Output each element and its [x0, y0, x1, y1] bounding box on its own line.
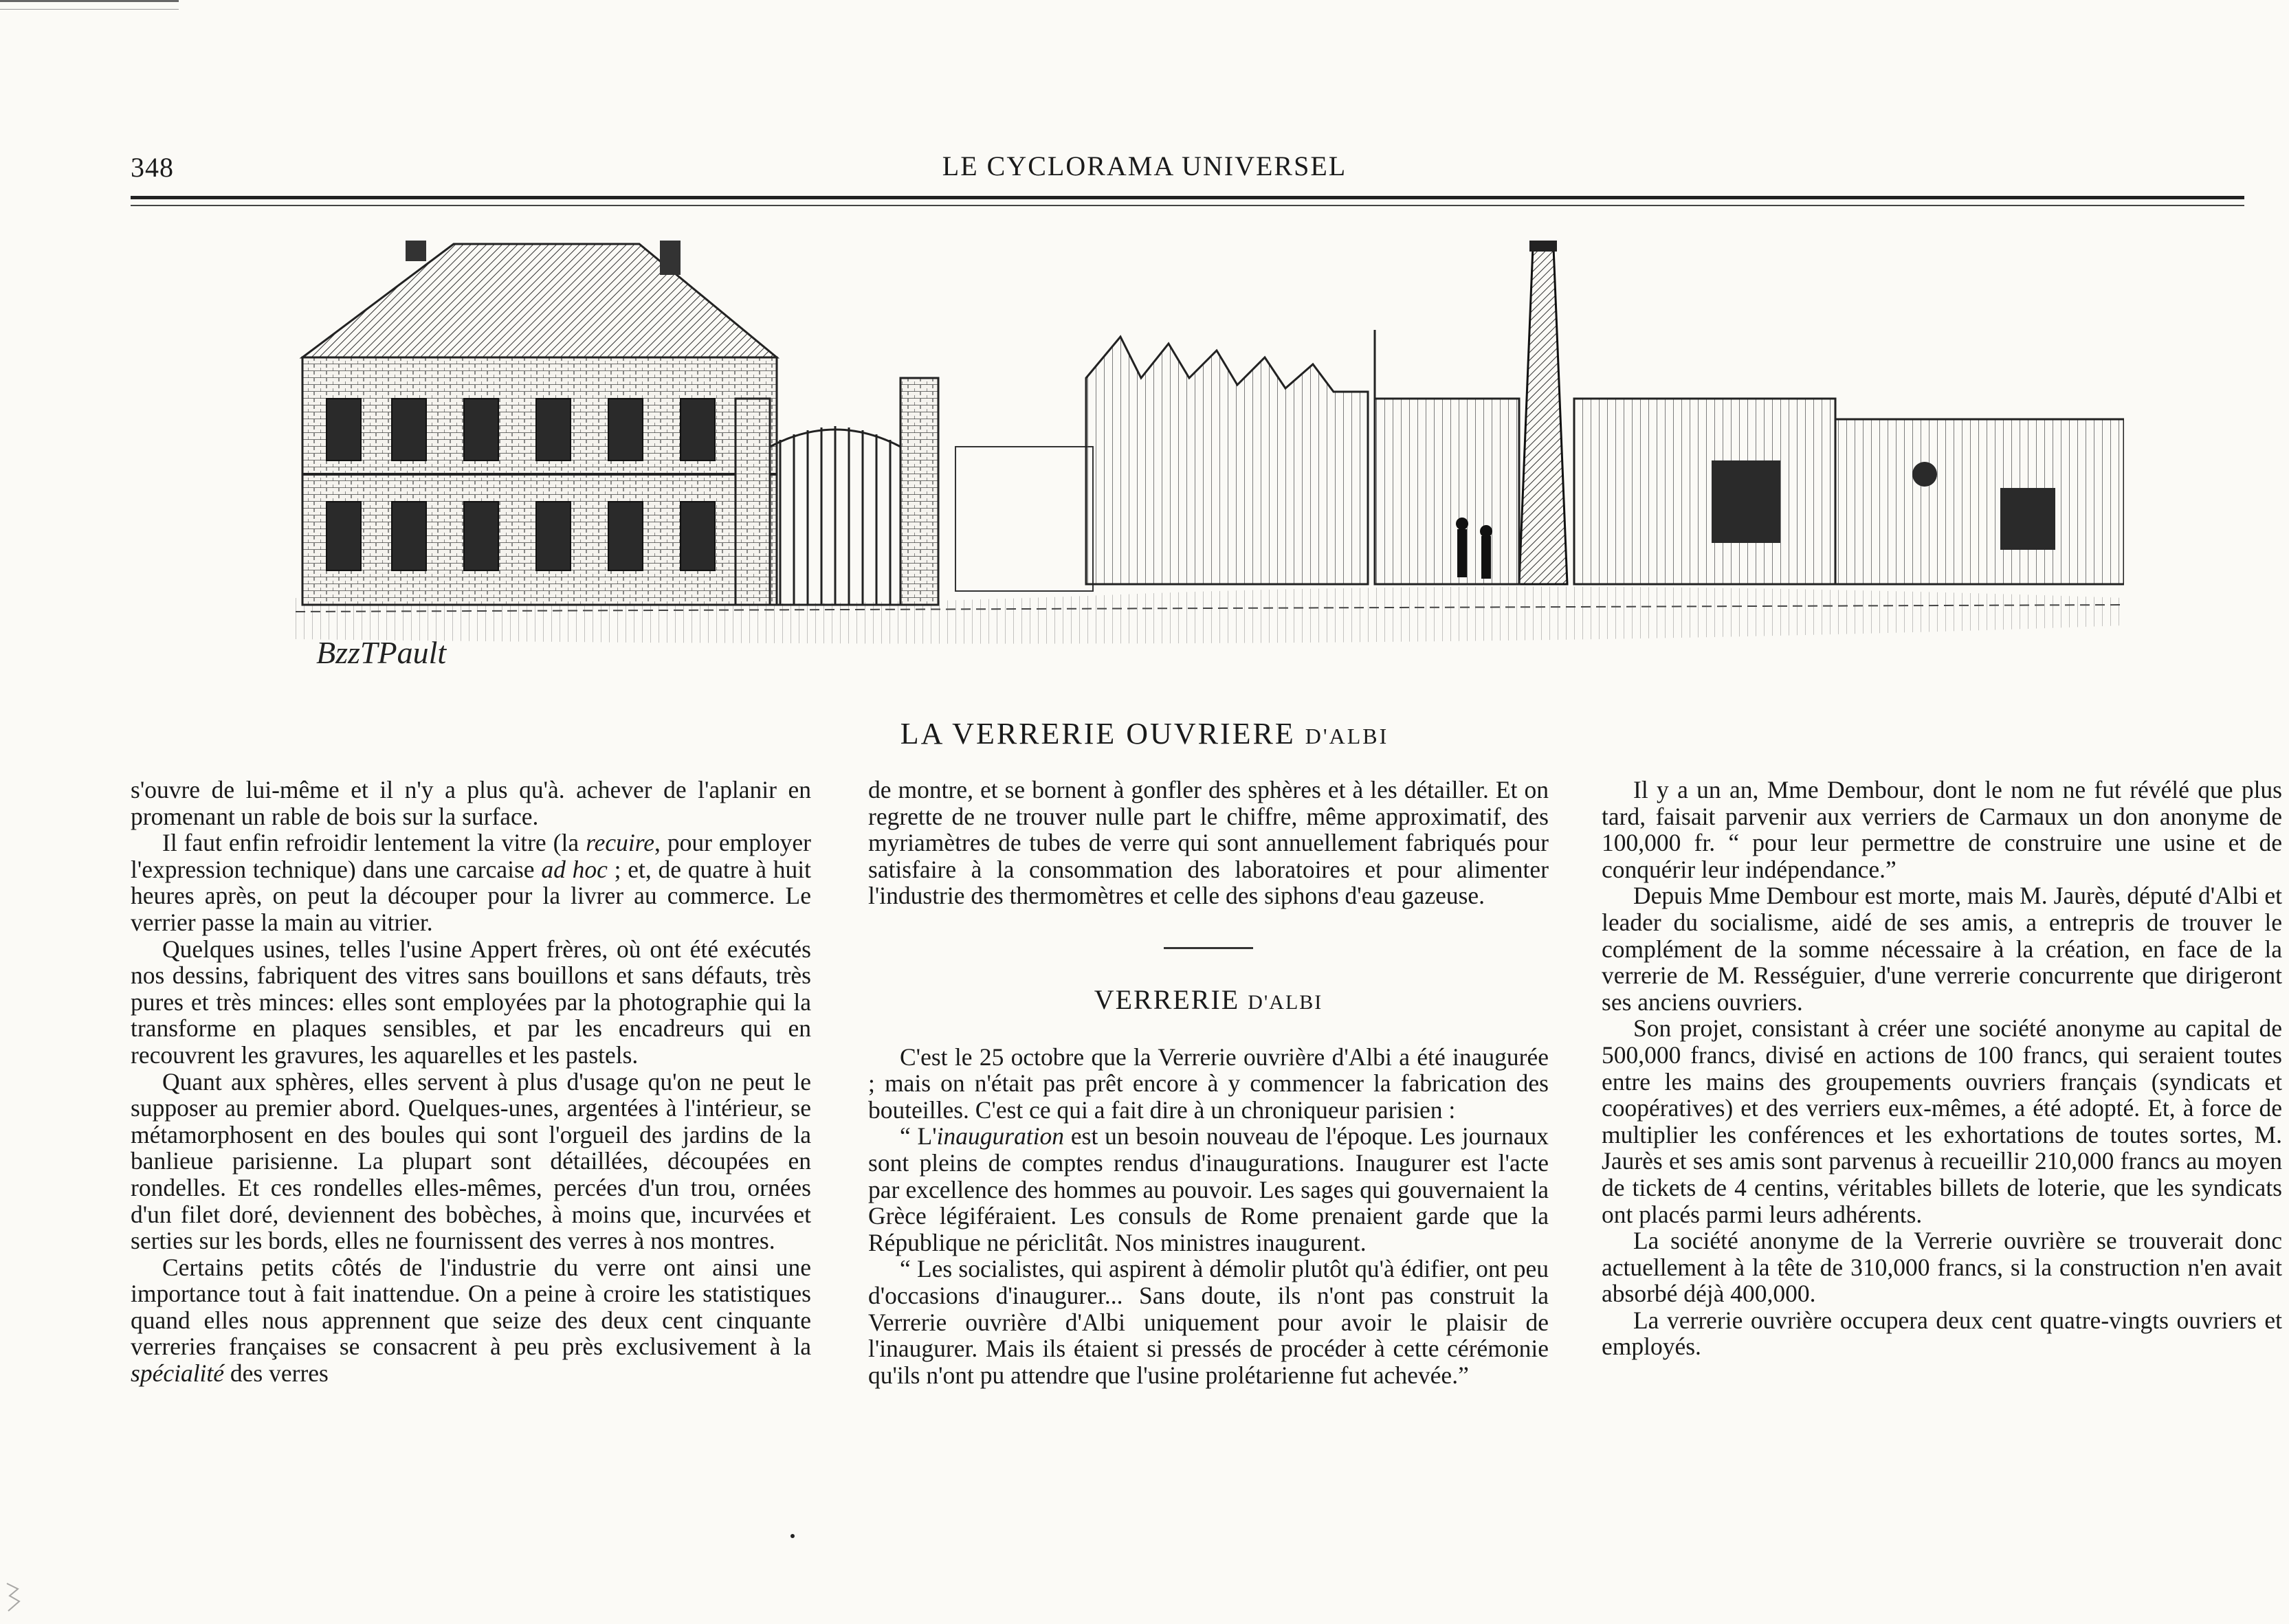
header-rule	[131, 196, 2244, 199]
col1-para-3: Quelques usines, telles l'usine Appert frères, où ont été exécutés nos dessins, fabriquent des vitres sans bouillons et sans défauts, très pures et très minces: elles sont employées par la photographie qui la transforme en plaques sensibles, et par les encadreurs qui en recouvrent les gravures, les aquarelles et les pastels.	[131, 935, 811, 1069]
ink-dot	[790, 1534, 795, 1538]
page-number: 348	[131, 152, 174, 183]
sawtooth-workshops	[955, 337, 1368, 591]
col2-para-1: C'est le 25 octobre que la Verrerie ouvrière d'Albi a été inaugurée ; mais on n'était pas prêt encore à y commencer la fabrication des bouteilles. C'est ce qui a fait dire à un chroniqueur parisien :	[868, 1043, 1549, 1124]
running-title: LE CYCLORAMA UNIVERSEL	[942, 151, 1347, 181]
main-house	[302, 241, 777, 605]
col3-para-2: Depuis Mme Dembour est morte, mais M. Jaurès, député d'Albi et leader du socialisme, aidé de ses amis, a entrepris de trouver le complément de la somme nécessaire à la création, en face de la verrerie de M. Rességuier, d'une verrerie concurrente que dirigeront ses anciens ouvriers.	[1602, 882, 2282, 1016]
col2-para-2: “ L'inauguration est un besoin nouveau de l'époque. Les journaux sont pleins de comptes rendus d'inaugurations. Inaugurer est l'acte par excellence des hommes au pouvoir. Les sages qui gouvernaient la Grèce légiféraient. Les consuls de Rome prenaient garde que la République ne périclitât. Nos ministres inaugurent.	[868, 1122, 1549, 1256]
section-divider	[1164, 947, 1253, 949]
factory-engraving-svg	[296, 241, 2124, 687]
col3-para-1: Il y a un an, Mme Dembour, dont le nom ne fut révélé que plus tard, faisait parvenir aux verriers de Carmaux un don anonyme de 100,000 fr. “ pour leur permettre de construire une usine et de conquérir leur indépendance.”	[1602, 776, 2282, 883]
col1-para-5: Certains petits côtés de l'industrie du verre ont ainsi une importance tout à fait inattendue. On a peine à croire les statistiques quand elles nous apprennent que seize des deux cent cinquante verreries françaises se consacrent à peu près exclusivement à la spécialité des verres	[131, 1253, 811, 1388]
margin-smudge	[4, 1581, 22, 1614]
section-title: VERRERIE D'ALBI	[1094, 983, 1323, 1015]
col3-para-5: La verrerie ouvrière occupera deux cent quatre-vingts ouvriers et employés.	[1602, 1306, 2282, 1361]
col3-para-3: Son projet, consistant à créer une société anonyme au capital de 500,000 francs, divisé en actions de 100 francs, qui seraient toutes entre les mains des groupements ouvriers français (syndicats et coopératives) et des verriers eux-mêmes, a été adopté. Et, à force de multiplier les conférences et les exhortations de toutes sortes, M. Jaurès et ses amis sont parvenus à recueillir 210,000 francs au moyen de tickets de 4 centins, véritables billets de loterie, que les syndicats ont placés parmi leurs adhérents.	[1602, 1014, 2282, 1228]
scan-edge-mark	[0, 0, 179, 10]
factory-engraving	[296, 241, 2124, 687]
column-right	[1602, 777, 2282, 1360]
col3-para-4: La société anonyme de la Verrerie ouvrière se trouverait donc actuellement à la tête de 310,000 francs, si la construction n'en avait absorbé déjà 400,000.	[1602, 1227, 2282, 1308]
artist-signature: BzzTPault	[316, 635, 447, 670]
column-left	[131, 777, 811, 1387]
col1-para-2: Il faut enfin refroidir lentement la vitre (la recuire, pour employer l'expression technique) dans une carcaise ad hoc ; et, de quatre à huit heures après, on peut la découper pour la livrer au commerce. Le verrier passe la main au vitrier.	[131, 829, 811, 936]
factory-chimney	[1519, 241, 1567, 584]
col2-para-3: “ Les socialistes, qui aspirent à démolir plutôt qu'à édifier, ont peu d'occasions d'inaugurer... Sans doute, ils n'ont pas construit la Verrerie ouvrière d'Albi uniquement pour avoir le plaisir de l'inaugurer. Mais ils étaient si pressés de procéder à cette cérémonie qu'ils n'ont pu attendre que l'usine prolétarienne fut achevée.”	[868, 1255, 1549, 1389]
col1-para-4: Quant aux sphères, elles servent à plus d'usage qu'on ne peut le supposer au premier abord. Quelques-unes, argentées à l'intérieur, se métamorphosent en des boules qui sont l'orgueil des jardins de la banlieue parisienne. La plupart sont détaillées, découpées en rondelles. Et ces rondelles elles-mêmes, percées d'un trou, ornées d'un filet doré, deviennent des bobèches, à moins que, incurvées et serties sur les bords, elles ne fournissent des verres à nos montres.	[131, 1067, 811, 1255]
article-title: LA VERRERIE OUVRIERE D'ALBI	[900, 717, 1389, 750]
iron-gate	[736, 378, 938, 605]
col2-intro: de montre, et se bornent à gonfler des sphères et à les détailler. Et on regrette de ne trouver nulle part le chiffre, même approximatif, des myriamètres de tubes de verre qui sont annuellement fabriqués pour satisfaire à la consommation des laboratoires et pour alimenter l'industrie des thermomètres et celle des siphons d'eau gazeuse.	[868, 776, 1549, 910]
header-rule-thin	[131, 205, 2244, 206]
column-middle	[868, 777, 1549, 1388]
col1-para-1: s'ouvre de lui-même et il n'y a plus qu'à. achever de l'aplanir en promenant un rable de bois sur la surface.	[131, 776, 811, 830]
